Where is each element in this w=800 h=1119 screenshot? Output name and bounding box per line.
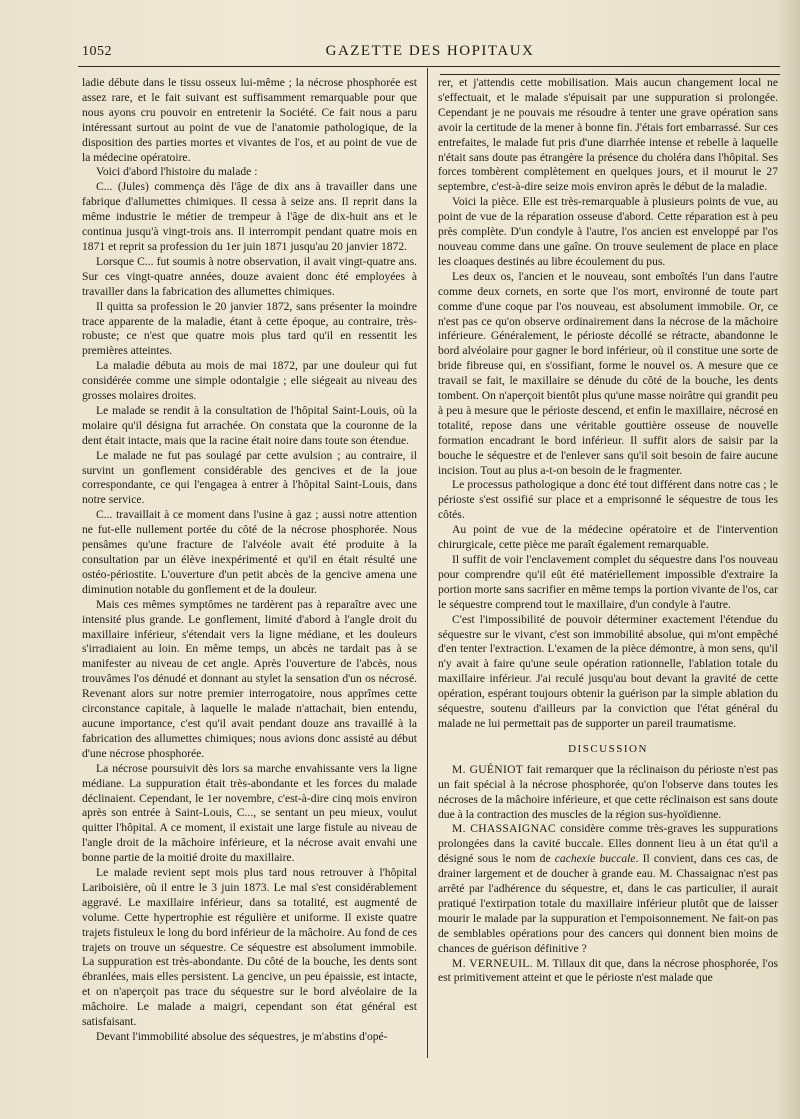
discussion-text: . Il convient, dans ces cas, de drainer largement et de doucher à grande eau. M. Chassaignac n'est pas arrêté par l'adhérence du séquestre, et, dans le cas particulier, il aurait pratiqué l'extirpation totale du maxillaire inférieur plutôt que de laisser mourir le malade par la suppuration et l'empoisonnement. Ne fait-on pas de semblables opérations pour des cancers qui donnent bien moins de chances de guérison définitive ? — [438, 852, 778, 955]
paragraph: Lorsque C... fut soumis à notre observation, il avait vingt-quatre ans. Sur ces vingt-quatre années, douze avaient donc été employées à travailler dans la fabrication des allumettes chimiques. — [82, 254, 417, 298]
paragraph: Il suffit de voir l'enclavement complet du séquestre dans l'os nouveau pour comprendre qu'il eût été matériellement impossible d'extraire la portion morte sans sacrifier en même temps la portion vivante de l'os, car le séquestre comprend tout le maxillaire, d'un condyle à l'autre. — [438, 553, 778, 611]
speaker-name: M. GUÉNIOT — [452, 762, 524, 776]
page-header — [82, 40, 778, 64]
paragraph: Au point de vue de la médecine opératoire et de l'intervention chirurgicale, cette pièce me paraît également remarquable. — [438, 523, 778, 552]
journal-title: GAZETTE DES HOPITAUX — [325, 43, 535, 59]
paragraph: La nécrose poursuivit dès lors sa marche envahissante vers la ligne médiane. La suppuration était très-abondante et les forces du malade déclinaient. Cependant, le 1er novembre, c'est-à-dire cinq mois environ après son entrée à Saint-Louis, C..., se sentant un peu mieux, voulut quitter l'hôpital. A ce moment, il existait une large fistule au niveau de l'angle droit de la mâchoire inférieure, et la nécrose avait envahi une bonne partie de la moitié droite du maxillaire. — [82, 761, 417, 865]
page-number: 1052 — [82, 44, 112, 59]
discussion-entry — [438, 763, 778, 823]
paragraph: C... (Jules) commença dès l'âge de dix ans à travailler dans une fabrique d'allumettes chimiques. Il cessa à seize ans. Il reprit dans la même industrie le métier de trempeur à l'âge de dix-huit ans et le continua jusqu'à vingt-trois ans. Il interrompit pendant quatre mois en 1871 et reprit sa profession du 1er juin 1871 jusqu'au 20 janvier 1872. — [82, 180, 417, 253]
paragraph: Voici la pièce. Elle est très-remarquable à plusieurs points de vue, au point de vue de la réparation osseuse d'abord. Cette réparation est à peu près complète. D'un condyle à l'autre, l'os ancien est enveloppé par l'os nouveau comme dans une gaîne. On trouve seulement de place en place les cloaques destinés au libre écoulement du pus. — [438, 195, 778, 268]
paragraph: Devant l'immobilité absolue des séquestres, je m'abstins d'opé- — [96, 1030, 388, 1043]
paragraph: Le malade ne fut pas soulagé par cette avulsion ; au contraire, il survint un gonflement considérable des gencives et de la joue correspondante, ce qui l'engagea à entrer à l'hôpital Saint-Louis, dans notre service. — [82, 448, 417, 507]
left-column — [82, 76, 417, 1045]
right-column — [438, 76, 778, 986]
paragraph: Le malade se rendit à la consultation de l'hôpital Saint-Louis, où la molaire qu'il désigna fut arrachée. On constata que la couronne de la dent était intacte, mais que la racine était noire dans toute son étendue. — [82, 403, 417, 447]
paragraph: C... travaillait à ce moment dans l'usine à gaz ; aussi notre attention ne fut-elle nullement portée du côté de la nécrose phosphorée. Nous pensâmes qu'une fracture de l'alvéole avait été produite à la consultation par un élève inexpérimenté et qu'il en était résulté une ostéo-périostite. L'ouverture d'un petit abcès de la gencive amena une diminution notable du gonflement et de la douleur. — [82, 508, 417, 596]
paragraph: rer, et j'attendis cette mobilisation. Mais aucun changement local ne s'effectuait, et le malade s'épuisait par une suppuration si prolongée. Cependant je ne pouvais me résoudre à tenter une grave opération sans avoir la certitude de la mener à bonne fin. J'étais fort embarrassé. Sur ces entrefaites, le malade fut pris d'une diarrhée intense et rebelle à laquelle n'était sans doute pas étrangère la présence du choléra dans l'hôpital. Ses forces tombèrent complètement en quelques jours, et il mourut le 27 septembre, c'est-à-dire seize mois environ après le début de la maladie. — [438, 76, 778, 194]
speaker-name: M. VERNEUIL. — [452, 956, 533, 970]
column-divider — [427, 68, 428, 1058]
page-edge-shadow — [778, 0, 800, 1119]
discussion-entry — [438, 822, 778, 956]
discussion-entry — [438, 957, 778, 987]
paragraph: La maladie débuta au mois de mai 1872, par une douleur qui fut considérée comme une simple odontalgie ; elle siégeait au niveau des grosses molaires droites. — [82, 359, 417, 403]
paragraph: Voici d'abord l'histoire du malade : — [96, 165, 258, 179]
header-rule — [78, 66, 780, 67]
paragraph: C'est l'impossibilité de pouvoir déterminer exactement l'étendue du séquestre sur le vivant, c'est son immobilité absolue, qui m'ont empêché d'en tenter l'extraction. L'examen de la pièce démontre, à mon sens, qu'il n'y avait à faire qu'une seule opération rationnelle, l'ablation totale du maxillaire inférieur. J'ai reculé jusqu'au bout devant la gravité de cette opération, espérant toujours obtenir la guérison par la simple ablation du séquestre, soutenu d'ailleurs par la conviction que l'état général du malade ne lui permettait pas de supporter un pareil traumatisme. — [438, 612, 778, 730]
discussion-text: M. Tillaux dit que, dans la nécrose phosphorée, l'os est primitivement atteint et que le périoste n'est malade que — [438, 956, 778, 985]
discussion-text: fait remarquer que la réclinaison du périoste n'est pas un fait spécial à la nécrose phosphorée, qu'on l'observe dans toutes les nécroses de la mâchoire inférieure, et que cette réclinaison est sans doute due à la contraction des muscles de la région sus-hyoïdienne. — [438, 762, 779, 821]
paragraph: Le processus pathologique a donc été tout différent dans notre cas ; le périoste s'est ossifié sur place et a emprisonné le séquestre de tous les côtés. — [438, 478, 778, 522]
paragraph: Il quitta sa profession le 20 janvier 1872, sans présenter la moindre trace apparente de la maladie, étant à cette époque, au contraire, très-robuste; ce n'est que quatre mois plus tard qu'il en ressentit les premières atteintes. — [82, 299, 417, 358]
header-rule-right — [440, 74, 780, 75]
paragraph: Le malade revient sept mois plus tard nous retrouver à l'hôpital Lariboisière, où il entre le 3 juin 1873. Le mal s'est considérablement aggravé. Le maxillaire inférieur, dans sa totalité, est augmenté de volume. Cette hypertrophie est régulière et uniforme. Il existe quatre trajets fistuleux le long du bord inférieur de la mâchoire. Au fond de ces trajets on trouve un séquestre. Ce séquestre est absolument immobile. La suppuration est très-abondante. Du côté de la bouche, les dents sont ébranlées, mais elles persistent. La gencive, un peu épaissie, est intacte, et on n'aperçoit pas trace du séquestre sur le bord alvéolaire de la mâchoire. Le malade a maigri, cependant son état général est satisfaisant. — [82, 866, 417, 1029]
section-heading-discussion: DISCUSSION — [568, 742, 648, 755]
speaker-name: M. CHASSAIGNAC — [452, 822, 556, 836]
paragraph: Mais ces mêmes symptômes ne tardèrent pas à reparaître avec une intensité plus grande. Le gonflement, limité d'abord à l'angle droit du maxillaire inférieur, s'étendait vers la ligne médiane, et les douleurs s'irradiaient au loin. En même temps, un abcès ne tardait pas à se manifester au niveau de cet angle. Après l'ouverture de l'abcès, nous trouvâmes l'os dénudé et donnant au stylet la sensation d'un os nécrosé. Revenant alors sur notre premier interrogatoire, nous apprîmes cette circonstance capitale, à laquelle le malade n'attachait, bien entendu, aucune importance, c'est qu'il avait pendant douze ans travaillé à la fabrication des allumettes chimiques; nous avions donc assisté au début d'une nécrose phosphorée. — [82, 597, 417, 760]
paragraph: ladie débute dans le tissu osseux lui-même ; la nécrose phosphorée est assez rare, et le fait suivant est suffisamment remarquable pour que nous ayons cru pouvoir en entretenir la Société. Ce fait nous a paru intéressant surtout au point de vue de l'anatomie pathologique, de la disposition des parties mortes et vivantes de l'os, et au point de vue de la médecine opératoire. — [82, 76, 417, 164]
paragraph: Les deux os, l'ancien et le nouveau, sont emboîtés l'un dans l'autre comme deux cornets, en sorte que l'os mort, environné de toute part comme d'une coque par l'os nouveau, est absolument immobile. Or, ce n'est pas ce qu'on observe ordinairement dans la nécrose de la mâchoire inférieure. Généralement, le périoste décollé se rétracte, abandonne le bord alvéolaire pour gagner le bord inférieur, où il constitue une sorte de bride fibreuse qui, en s'ossifiant, forme le nouvel os. A mesure que ce travail se fait, le maxillaire se dénude du côté de la bouche, les dents tombent. On n'aperçoit bientôt plus qu'une masse noirâtre qui grandit peu à peu à mesure que le périoste descend, et enfin le maxillaire, nécrosé en totalité, repose dans une véritable gouttière osseuse de nouvelle formation encadrant le bord inférieur. Il suffit alors de saisir par la bouche le séquestre et de l'enlever sans qu'il soit besoin de faire aucune incision. Tout au plus a-t-on besoin de le fragmenter. — [438, 269, 778, 477]
emphasized-term: cachexie buccale — [554, 852, 636, 866]
discussion-text: considère comme très-graves les suppurations prolongées dans la cavité buccale. Elles donnent lieu à un état qu'il a désigné sous le nom de — [438, 822, 779, 866]
